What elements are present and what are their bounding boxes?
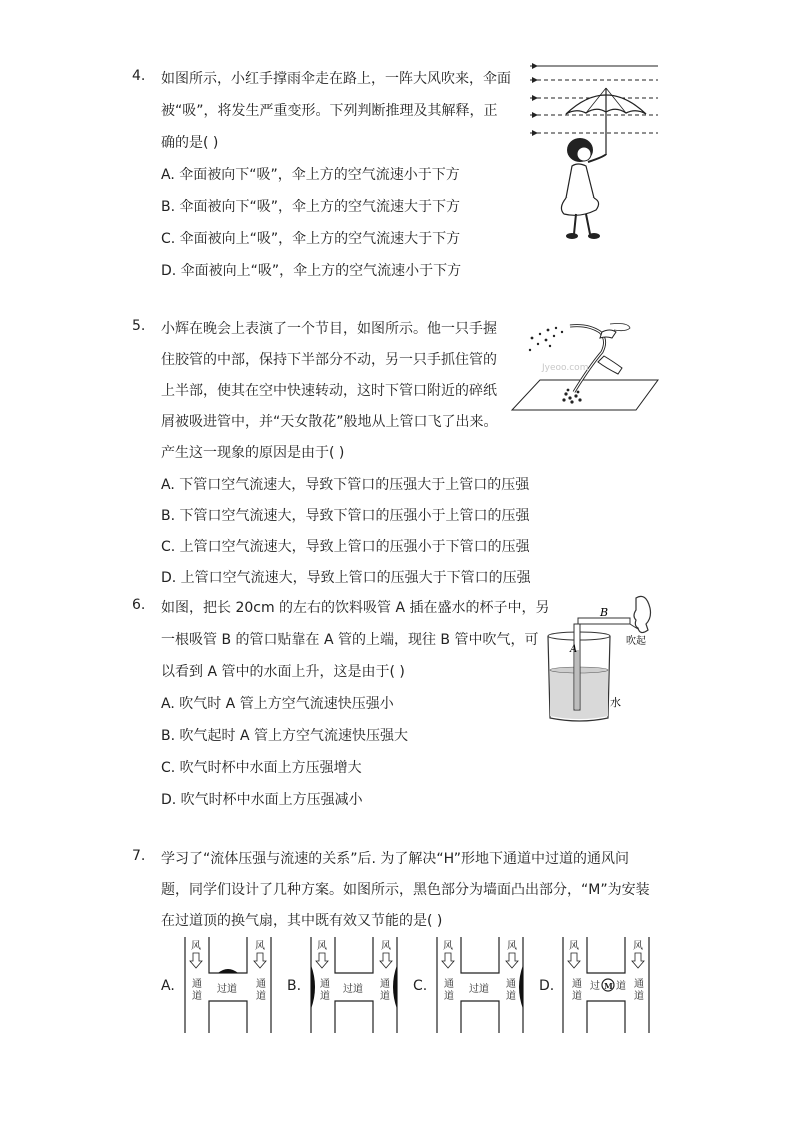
- passage-label: 过道: [217, 984, 237, 995]
- wind-label: 风: [317, 941, 327, 952]
- stem-line: 小辉在晚会上表演了一个节目，如图所示。他一只手握: [161, 321, 497, 337]
- wind-label: 风: [191, 941, 201, 952]
- tunnel-dao: 道: [444, 991, 454, 1002]
- question-number: 7.: [132, 848, 146, 864]
- option-b[interactable]: B. 吹气起时 A 管上方空气流速快压强大: [161, 728, 408, 744]
- stem-line: 屑被吸进管中，并“天女散花”般地从上管口飞了出来。: [161, 414, 498, 430]
- tunnel-dao: 道: [380, 991, 390, 1002]
- tunnel-tong: 通: [506, 979, 516, 990]
- tunnel-dao: 道: [256, 991, 266, 1002]
- passage-dao: 道: [616, 981, 626, 992]
- choice-letter-a[interactable]: A.: [161, 978, 175, 994]
- tunnel-tong: 通: [572, 979, 582, 990]
- option-c[interactable]: C. 伞面被向上“吸”，伞上方的空气流速大于下方: [161, 231, 461, 247]
- stem-line: 如图，把长 20cm 的左右的饮料吸管 A 插在盛水的杯子中，另: [161, 600, 550, 616]
- option-c[interactable]: C. 上管口空气流速大，导致上管口的压强小于下管口的压强: [161, 539, 530, 555]
- option-d[interactable]: D. 吹气时杯中水面上方压强减小: [161, 792, 363, 808]
- passage-label: 过道: [469, 984, 489, 995]
- choice-letter-c[interactable]: C.: [413, 978, 428, 994]
- label-water: 水: [610, 696, 621, 709]
- passage-label: 过道: [343, 984, 363, 995]
- wind-label: 风: [633, 941, 643, 952]
- tunnel-tong: 通: [320, 979, 330, 990]
- wind-label: 风: [255, 941, 265, 952]
- option-a[interactable]: A. 吹气时 A 管上方空气流速快压强小: [161, 696, 394, 712]
- tunnel-diagram-c[interactable]: [435, 935, 525, 1035]
- option-c[interactable]: C. 吹气时杯中水面上方压强增大: [161, 760, 362, 776]
- passage-guo: 过: [590, 981, 600, 992]
- option-d[interactable]: D. 伞面被向上“吸”，伞上方的空气流速小于下方: [161, 263, 462, 279]
- tunnel-tong: 通: [192, 979, 202, 990]
- stem-line: 住胶管的中部，保持下半部分不动，另一只手抓住管的: [161, 352, 497, 368]
- stem-line: 在过道顶的换气扇，其中既有效又节能的是( ): [161, 913, 443, 929]
- tunnel-dao: 道: [320, 991, 330, 1002]
- tunnel-dao: 道: [572, 991, 582, 1002]
- tunnel-diagram-d[interactable]: [561, 935, 651, 1035]
- watermark: Jyeoo.com: [542, 363, 589, 373]
- wind-label: 风: [443, 941, 453, 952]
- label-a: A: [570, 644, 578, 655]
- tunnel-diagram-b[interactable]: [309, 935, 399, 1035]
- umbrella-girl-figure: [528, 58, 663, 243]
- tunnel-tong: 通: [444, 979, 454, 990]
- tunnel-tong: 通: [256, 979, 266, 990]
- option-a[interactable]: A. 伞面被向下“吸”，伞上方的空气流速小于下方: [161, 167, 460, 183]
- wind-label: 风: [381, 941, 391, 952]
- fan-label: M: [604, 981, 613, 991]
- tunnel-diagram-a[interactable]: [183, 935, 273, 1035]
- tunnel-tong: 通: [634, 979, 644, 990]
- tunnel-dao: 道: [506, 991, 516, 1002]
- stem-line: 上半部，使其在空中快速转动，这时下管口附近的碎纸: [161, 383, 497, 399]
- option-a[interactable]: A. 下管口空气流速大，导致下管口的压强大于上管口的压强: [161, 477, 530, 493]
- stem-line: 产生这一现象的原因是由于( ): [161, 445, 345, 461]
- stem-line: 以看到 A 管中的水面上升，这是由于( ): [161, 664, 405, 680]
- wind-label: 风: [507, 941, 517, 952]
- option-b[interactable]: B. 下管口空气流速大，导致下管口的压强小于上管口的压强: [161, 508, 530, 524]
- choice-letter-b[interactable]: B.: [287, 978, 302, 994]
- straw-cup-figure: [540, 590, 665, 725]
- choice-letter-d[interactable]: D.: [539, 978, 555, 994]
- tunnel-tong: 通: [380, 979, 390, 990]
- stem-line: 确的是( ): [161, 135, 219, 151]
- question-number: 6.: [132, 597, 146, 613]
- question-number: 4.: [132, 68, 146, 84]
- question-number: 5.: [132, 318, 146, 334]
- option-d[interactable]: D. 上管口空气流速大，导致上管口的压强大于下管口的压强: [161, 570, 531, 586]
- wind-label: 风: [569, 941, 579, 952]
- option-b[interactable]: B. 伞面被向下“吸”，伞上方的空气流速大于下方: [161, 199, 461, 215]
- stem-line: 学习了“流体压强与流速的关系”后. 为了解决“H”形地下通道中过道的通风问: [161, 851, 630, 867]
- stem-line: 被“吸”，将发生严重变形。下列判断推理及其解释，正: [161, 103, 498, 119]
- label-b: B: [600, 606, 609, 619]
- stem-line: 如图所示，小红手撑雨伞走在路上，一阵大风吹来，伞面: [161, 71, 511, 87]
- spinning-tube-figure: [510, 318, 660, 413]
- label-blow: 吹起: [626, 636, 646, 647]
- tunnel-dao: 道: [634, 991, 644, 1002]
- tunnel-dao: 道: [192, 991, 202, 1002]
- stem-line: 一根吸管 B 的管口贴靠在 A 管的上端，现往 B 管中吹气，可: [161, 632, 539, 648]
- stem-line: 题，同学们设计了几种方案。如图所示，黑色部分为墙面凸出部分，“M”为安装: [161, 882, 650, 898]
